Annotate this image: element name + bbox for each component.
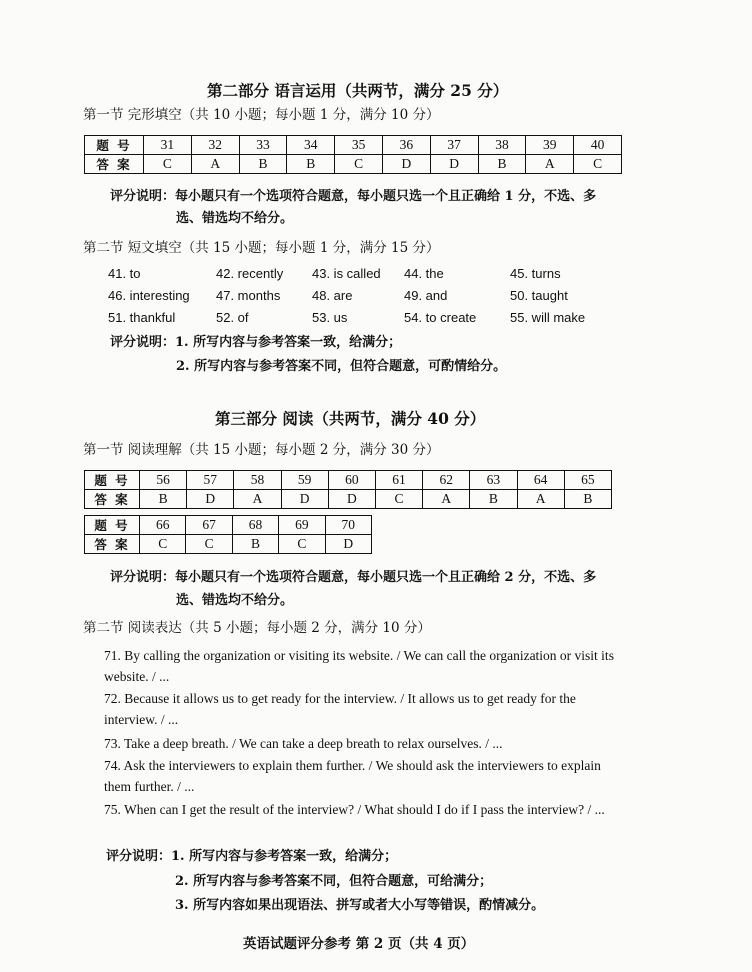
- scoring-note: [110, 332, 401, 354]
- note-text: 每小题只有一个选项符合题意，每小题只选一个且正确给 1 分，不选、多: [175, 189, 597, 204]
- answer-cell: C: [574, 155, 622, 174]
- scoring-note: [106, 846, 397, 868]
- fill-answer-item: 49. and: [404, 288, 448, 303]
- answer-cell: A: [526, 155, 574, 174]
- reading-expression-answer-71: 71. By calling the organization or visiting its website. / We can call the organization or visit its website. / ...: [104, 648, 614, 684]
- row-label: 答 案: [85, 490, 140, 509]
- question-number-cell: 40: [574, 136, 622, 155]
- fill-answer-item: 47. months: [216, 288, 281, 303]
- question-number-cell: 69: [279, 516, 325, 535]
- question-number-cell: 61: [375, 471, 422, 490]
- reading-answer-table-2: [84, 515, 372, 554]
- fill-answer-item: 52. of: [216, 310, 249, 325]
- answer-cell: D: [325, 535, 371, 554]
- question-number-cell: 66: [140, 516, 186, 535]
- row-label: 题 号: [85, 516, 140, 535]
- part2-section2-heading: 第二节 短文填空（共 15 小题；每小题 1 分，满分 15 分）: [83, 240, 440, 256]
- row-label: 答 案: [85, 535, 140, 554]
- note-label: 评分说明：: [110, 189, 176, 204]
- table-row-answers: [85, 535, 372, 554]
- fill-answer-item: 44. the: [404, 266, 444, 281]
- answer-cell: C: [144, 155, 192, 174]
- fill-answer-item: 46. interesting: [108, 288, 190, 303]
- question-number-cell: 64: [517, 471, 564, 490]
- note-text: 每小题只有一个选项符合题意，每小题只选一个且正确给 2 分，不选、多: [175, 570, 597, 585]
- fill-answer-item: 48. are: [312, 288, 353, 303]
- question-number-cell: 34: [287, 136, 335, 155]
- answer-cell: B: [564, 490, 611, 509]
- table-row-numbers: [85, 136, 622, 155]
- reading-expression-answer-73: 73. Take a deep breath. / We can take a deep breath to relax ourselves. / ...: [104, 736, 503, 751]
- answer-cell: D: [187, 490, 234, 509]
- reading-expression-answer-72: 72. Because it allows us to get ready for the interview. / It allows us to get ready for the interview. / ...: [104, 691, 576, 727]
- page-footer: 英语试题评分参考 第 2 页（共 4 页）: [243, 936, 475, 952]
- scoring-note: [110, 186, 596, 208]
- note-item: 2. 所写内容与参考答案不同，但符合题意，可给满分；: [175, 874, 493, 889]
- answer-cell: C: [335, 155, 383, 174]
- fill-answer-item: 51. thankful: [108, 310, 176, 325]
- fill-answer-item: 42. recently: [216, 266, 284, 281]
- table-row-answers: [85, 490, 612, 509]
- question-number-cell: 65: [564, 471, 611, 490]
- question-number-cell: 58: [234, 471, 281, 490]
- question-number-cell: 70: [325, 516, 371, 535]
- part2-section1-heading: 第一节 完形填空（共 10 小题；每小题 1 分，满分 10 分）: [83, 107, 440, 123]
- part2-title: 第二部分 语言运用（共两节，满分 25 分）: [207, 81, 509, 100]
- fill-answer-item: 55. will make: [510, 310, 586, 325]
- table-row-numbers: [85, 471, 612, 490]
- question-number-cell: 62: [423, 471, 470, 490]
- note-item: 2. 所写内容与参考答案不同，但符合题意，可酌情给分。: [176, 359, 507, 374]
- note-item: 1. 所写内容与参考答案一致，给满分；: [175, 335, 402, 350]
- question-number-cell: 57: [187, 471, 234, 490]
- note-label: 评分说明：: [106, 849, 172, 864]
- cloze-answer-table: [84, 135, 622, 174]
- fill-answer-item: 41. to: [108, 266, 141, 281]
- answer-cell: B: [232, 535, 278, 554]
- note-label: 评分说明：: [110, 335, 176, 350]
- fill-answer-item: 50. taught: [510, 288, 568, 303]
- answer-cell: D: [328, 490, 375, 509]
- question-number-cell: 37: [430, 136, 478, 155]
- reading-expression-answer-74: 74. Ask the interviewers to explain them further. / We should ask the interviewers to explain them further. / ...: [104, 758, 601, 794]
- question-number-cell: 31: [144, 136, 192, 155]
- table-row-answers: [85, 155, 622, 174]
- note-label: 评分说明：: [110, 570, 176, 585]
- answer-cell: B: [239, 155, 287, 174]
- row-label: 题 号: [85, 136, 144, 155]
- fill-answer-item: 54. to create: [404, 310, 477, 325]
- answer-cell: B: [140, 490, 187, 509]
- question-number-cell: 38: [478, 136, 526, 155]
- row-label: 题 号: [85, 471, 140, 490]
- question-number-cell: 67: [186, 516, 232, 535]
- question-number-cell: 59: [281, 471, 328, 490]
- answer-cell: B: [287, 155, 335, 174]
- note-item: 3. 所写内容如果出现语法、拼写或者大小写等错误，酌情减分。: [175, 898, 545, 913]
- answer-cell: C: [140, 535, 186, 554]
- answer-cell: A: [191, 155, 239, 174]
- question-number-cell: 33: [239, 136, 287, 155]
- fill-answer-item: 45. turns: [510, 266, 561, 281]
- row-label: 答 案: [85, 155, 144, 174]
- answer-cell: D: [430, 155, 478, 174]
- scoring-note-cont: 选、错选均不给分。: [176, 211, 294, 226]
- answer-cell: A: [234, 490, 281, 509]
- table-row-numbers: [85, 516, 372, 535]
- question-number-cell: 39: [526, 136, 574, 155]
- part3-section1-heading: 第一节 阅读理解（共 15 小题；每小题 2 分，满分 30 分）: [83, 442, 440, 458]
- fill-answer-item: 43. is called: [312, 266, 381, 281]
- scoring-note-cont: 选、错选均不给分。: [176, 593, 294, 608]
- question-number-cell: 56: [140, 471, 187, 490]
- reading-answer-table-1: [84, 470, 612, 509]
- answer-cell: A: [423, 490, 470, 509]
- part3-title: 第三部分 阅读（共两节，满分 40 分）: [215, 409, 486, 428]
- question-number-cell: 60: [328, 471, 375, 490]
- answer-cell: C: [375, 490, 422, 509]
- answer-cell: B: [470, 490, 517, 509]
- question-number-cell: 36: [382, 136, 430, 155]
- reading-expression-answer-75: 75. When can I get the result of the interview? / What should I do if I pass the interview? / ...: [104, 802, 605, 817]
- answer-cell: A: [517, 490, 564, 509]
- question-number-cell: 68: [232, 516, 278, 535]
- fill-answer-item: 53. us: [312, 310, 348, 325]
- question-number-cell: 35: [335, 136, 383, 155]
- answer-cell: C: [186, 535, 232, 554]
- scoring-note: [110, 567, 596, 589]
- answer-cell: C: [279, 535, 325, 554]
- answer-cell: D: [382, 155, 430, 174]
- part3-section2-heading: 第二节 阅读表达（共 5 小题；每小题 2 分，满分 10 分）: [83, 620, 431, 636]
- answer-cell: D: [281, 490, 328, 509]
- question-number-cell: 32: [191, 136, 239, 155]
- note-item: 1. 所写内容与参考答案一致，给满分；: [171, 849, 398, 864]
- answer-cell: B: [478, 155, 526, 174]
- question-number-cell: 63: [470, 471, 517, 490]
